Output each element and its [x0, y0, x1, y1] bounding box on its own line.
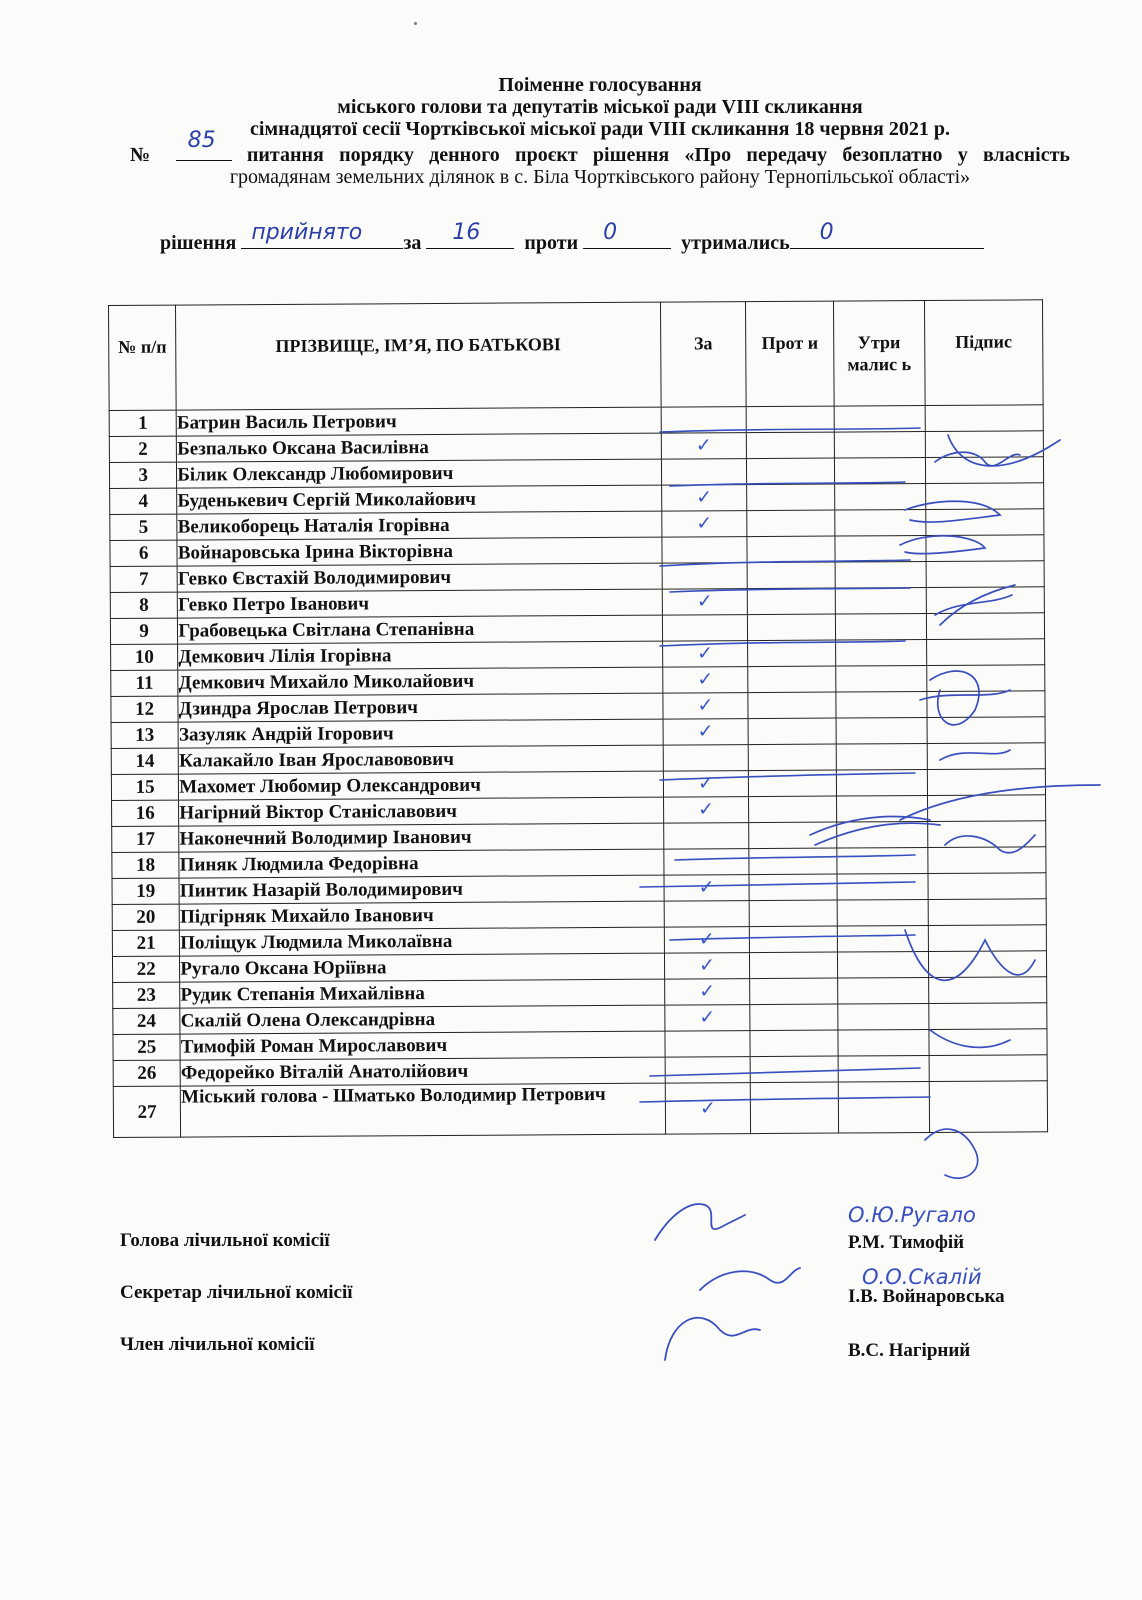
row-number: 9 [110, 618, 177, 644]
row-for-mark: ✓ [662, 667, 748, 694]
row-signature [927, 795, 1045, 822]
row-number: 10 [111, 644, 178, 670]
document-header [130, 74, 1070, 188]
row-abstained [837, 848, 928, 875]
row-signature [928, 899, 1046, 926]
row-abstained [837, 900, 928, 927]
row-name: Рудик Степанія Михайлівна [180, 979, 664, 1008]
row-name: Міський голова - Шматько Володимир Петрович [181, 1083, 666, 1137]
row-number: 19 [112, 878, 179, 904]
decision-field [241, 220, 403, 249]
row-abstained [836, 718, 927, 745]
row-number: 18 [112, 852, 179, 878]
abstain-handwritten: 0 [819, 220, 834, 245]
row-name: Гевко Євстахій Володимирович [177, 563, 661, 592]
number-sign: № [130, 144, 161, 166]
row-signature [925, 405, 1043, 432]
row-name: Нагірний Віктор Станіславович [179, 797, 663, 826]
row-number: 4 [110, 488, 177, 514]
row-signature [926, 587, 1044, 614]
vote-table-body [109, 405, 1047, 1138]
row-signature [929, 1081, 1048, 1133]
row-signature [925, 457, 1043, 484]
row-number: 7 [110, 566, 177, 592]
header-title: Поіменне голосування [498, 74, 702, 96]
row-against [749, 770, 837, 797]
row-abstained [837, 952, 928, 979]
row-abstained [836, 770, 927, 797]
row-against [747, 510, 835, 537]
row-number: 2 [109, 436, 176, 462]
row-against [748, 640, 836, 667]
row-signature [926, 665, 1044, 692]
row-for-mark: ✓ [664, 953, 750, 980]
row-abstained [838, 1081, 929, 1133]
row-against [747, 484, 835, 511]
row-signature [928, 847, 1046, 874]
row-signature [926, 639, 1044, 666]
row-against [748, 666, 836, 693]
decision-label: рішення [160, 232, 237, 254]
row-signature [925, 431, 1043, 458]
row-abstained [834, 406, 925, 433]
row-abstained [837, 874, 928, 901]
row-abstained [834, 458, 925, 485]
row-number: 25 [113, 1034, 180, 1060]
header-abstained: Утри малис ь [833, 301, 924, 407]
header-subtitle: міського голови та депутатів міської ради VIII скликання [337, 96, 863, 118]
row-abstained [835, 562, 926, 589]
commission-names [848, 1232, 1005, 1394]
row-against [747, 562, 835, 589]
row-number: 1 [109, 410, 176, 436]
row-signature [928, 925, 1046, 952]
vote-table-header [109, 300, 1044, 411]
row-against [749, 796, 837, 823]
secretary-name: І.В. Войнаровська [848, 1286, 1005, 1307]
row-number: 21 [112, 930, 179, 956]
header-signature: Підпис [924, 300, 1043, 406]
for-field [426, 220, 514, 249]
row-name: Скалій Олена Олександрівна [180, 1005, 664, 1034]
question-number-field [176, 128, 232, 161]
row-number: 15 [111, 774, 178, 800]
row-for-mark: ✓ [662, 641, 748, 668]
row-for-mark [665, 1031, 751, 1058]
row-number: 13 [111, 722, 178, 748]
row-for-mark: ✓ [664, 1005, 750, 1032]
member-signature [665, 1318, 760, 1360]
row-name: Дзиндра Ярослав Петрович [178, 693, 662, 722]
secretary-note: О.О.Скалій [862, 1265, 982, 1289]
row-name: Грабовецька Світлана Степанівна [178, 615, 662, 644]
row-abstained [835, 614, 926, 641]
row-name: Махомет Любомир Олександрович [179, 771, 663, 800]
row-for-mark: ✓ [665, 1083, 751, 1135]
row-number: 27 [113, 1086, 181, 1137]
row-abstained [836, 640, 927, 667]
row-for-mark: ✓ [664, 927, 750, 954]
row-name: Буденькевич Сергій Миколайович [177, 485, 661, 514]
row-name: Ругало Оксана Юріївна [180, 953, 664, 982]
head-note: О.Ю.Ругало [848, 1203, 976, 1227]
row-against [749, 900, 837, 927]
row-signature [926, 561, 1044, 588]
secretary-signature [700, 1268, 800, 1290]
row-name: Федорейко Віталій Анатолійович [180, 1057, 664, 1086]
row-number: 17 [112, 826, 179, 852]
row-for-mark [665, 1057, 751, 1084]
row-abstained [838, 1004, 929, 1031]
row-signature [925, 483, 1043, 510]
row-signature [927, 769, 1045, 796]
row-number: 20 [112, 904, 179, 930]
row-against [749, 874, 837, 901]
row-for-mark: ✓ [663, 719, 749, 746]
row-for-mark: ✓ [662, 589, 748, 616]
signature-27 [925, 1129, 978, 1178]
row-against [750, 952, 838, 979]
head-name: Р.М. Тимофій [848, 1232, 965, 1253]
row-name: Підгірняк Михайло Іванович [179, 901, 663, 930]
row-signature [929, 1055, 1047, 1082]
row-name: Батрин Василь Петрович [176, 407, 660, 436]
row-name: Калакайло Іван Ярославовович [179, 745, 663, 774]
row-name: Білик Олександр Любомирович [177, 459, 661, 488]
row-signature [926, 535, 1044, 562]
row-number: 24 [113, 1008, 180, 1034]
row-for-mark [662, 615, 748, 642]
row-signature [928, 951, 1046, 978]
abstain-label: утримались [681, 232, 790, 254]
row-number: 23 [113, 982, 180, 1008]
row-abstained [835, 588, 926, 615]
row-for-mark: ✓ [661, 433, 747, 460]
row-number: 14 [111, 748, 178, 774]
row-against [750, 1004, 838, 1031]
row-name: Демкович Михайло Миколайович [178, 667, 662, 696]
row-abstained [838, 978, 929, 1005]
row-for-mark: ✓ [661, 511, 747, 538]
row-for-mark: ✓ [663, 771, 749, 798]
row-name: Тимофій Роман Мирославович [180, 1031, 664, 1060]
row-signature [928, 873, 1046, 900]
vote-table [108, 299, 1048, 1138]
row-number: 26 [113, 1060, 180, 1086]
row-name: Пинтик Назарій Володимирович [179, 875, 663, 904]
row-for-mark [663, 745, 749, 772]
against-field [583, 220, 671, 249]
row-against [750, 1030, 838, 1057]
row-abstained [837, 822, 928, 849]
row-for-mark [661, 407, 747, 434]
against-label: проти [524, 232, 579, 254]
row-abstained [835, 536, 926, 563]
row-signature [928, 977, 1046, 1004]
row-signature [926, 613, 1044, 640]
row-for-mark [661, 459, 747, 486]
row-number: 22 [112, 956, 179, 982]
row-against [746, 406, 834, 433]
row-abstained [837, 926, 928, 953]
row-for-mark: ✓ [664, 979, 750, 1006]
row-signature [925, 509, 1043, 536]
row-abstained [835, 484, 926, 511]
row-name: Зазуляк Андрій Ігорович [178, 719, 662, 748]
row-abstained [836, 666, 927, 693]
row-signature [928, 1003, 1046, 1030]
row-signature [927, 821, 1045, 848]
row-against [748, 614, 836, 641]
row-name: Поліщук Людмила Миколаївна [180, 927, 664, 956]
row-against [748, 692, 836, 719]
row-abstained [835, 510, 926, 537]
member-label: Член лічильної комісії [120, 1334, 315, 1355]
row-number: 6 [110, 540, 177, 566]
row-signature [927, 743, 1045, 770]
decision-handwritten: прийнято [251, 220, 363, 245]
question-number-handwritten: 85 [187, 128, 216, 153]
for-label: за [403, 232, 422, 254]
row-abstained [838, 1030, 929, 1057]
member-name: В.С. Нагірний [848, 1340, 971, 1361]
row-signature [927, 691, 1045, 718]
row-for-mark: ✓ [664, 875, 750, 902]
row-for-mark [664, 901, 750, 928]
row-number: 5 [110, 514, 177, 540]
row-for-mark: ✓ [663, 693, 749, 720]
row-against [747, 432, 835, 459]
row-for-mark [662, 563, 748, 590]
header-against: Прот и [746, 301, 834, 407]
row-name: Гевко Петро Іванович [178, 589, 662, 618]
row-for-mark: ✓ [661, 485, 747, 512]
row-number: 12 [111, 696, 178, 722]
row-name: Демкович Лілія Ігорівна [178, 641, 662, 670]
row-name: Безпалько Оксана Василівна [177, 433, 661, 462]
row-abstained [838, 1056, 929, 1083]
row-name: Пиняк Людмила Федорівна [179, 849, 663, 878]
scan-speck [414, 22, 417, 25]
row-name: Наконечний Володимир Іванович [179, 823, 663, 852]
row-against [748, 744, 836, 771]
table-row [113, 1081, 1047, 1138]
row-for-mark [662, 537, 748, 564]
header-full-name: ПРІЗВИЩЕ, ІМ’Я, ПО БАТЬКОВІ [176, 302, 661, 410]
row-against [750, 926, 838, 953]
row-number: 16 [112, 800, 179, 826]
header-session: сімнадцятої сесії Чортківської міської ради VIII скликання 18 червня 2021 р. [250, 118, 950, 140]
row-number: 8 [110, 592, 177, 618]
row-against [751, 1082, 839, 1134]
row-signature [927, 717, 1045, 744]
row-name: Войнаровська Ірина Вікторівна [177, 537, 661, 566]
row-against [748, 588, 836, 615]
row-against [747, 458, 835, 485]
secretary-label: Секретар лічильної комісії [120, 1282, 353, 1303]
row-abstained [836, 796, 927, 823]
row-name: Великоборець Наталія Ігорівна [177, 511, 661, 540]
row-number: 11 [111, 670, 178, 696]
against-handwritten: 0 [603, 220, 618, 245]
row-against [747, 536, 835, 563]
commission-signatures [655, 1204, 800, 1360]
header-number: № п/п [109, 305, 177, 410]
header-for: За [660, 302, 746, 408]
row-against [750, 1056, 838, 1083]
row-against [750, 978, 838, 1005]
row-number: 3 [109, 462, 176, 488]
header-question-line-2: громадянам земельних ділянок в с. Біла Чортківського району Тернопільської області» [229, 166, 971, 188]
commission-labels [120, 1230, 353, 1386]
decision-line [160, 220, 984, 255]
row-abstained [836, 692, 927, 719]
row-for-mark: ✓ [663, 797, 749, 824]
row-abstained [834, 432, 925, 459]
row-against [749, 848, 837, 875]
row-against [749, 822, 837, 849]
for-handwritten: 16 [452, 220, 481, 245]
row-for-mark [663, 823, 749, 850]
head-label: Голова лічильної комісії [120, 1230, 330, 1251]
abstain-field [790, 220, 984, 249]
row-signature [929, 1029, 1047, 1056]
row-against [748, 718, 836, 745]
head-signature [655, 1204, 745, 1240]
row-abstained [836, 744, 927, 771]
question-text: питання порядку денного проєкт рішення «Про передачу безоплатно у власність [246, 144, 1070, 166]
row-for-mark [663, 849, 749, 876]
